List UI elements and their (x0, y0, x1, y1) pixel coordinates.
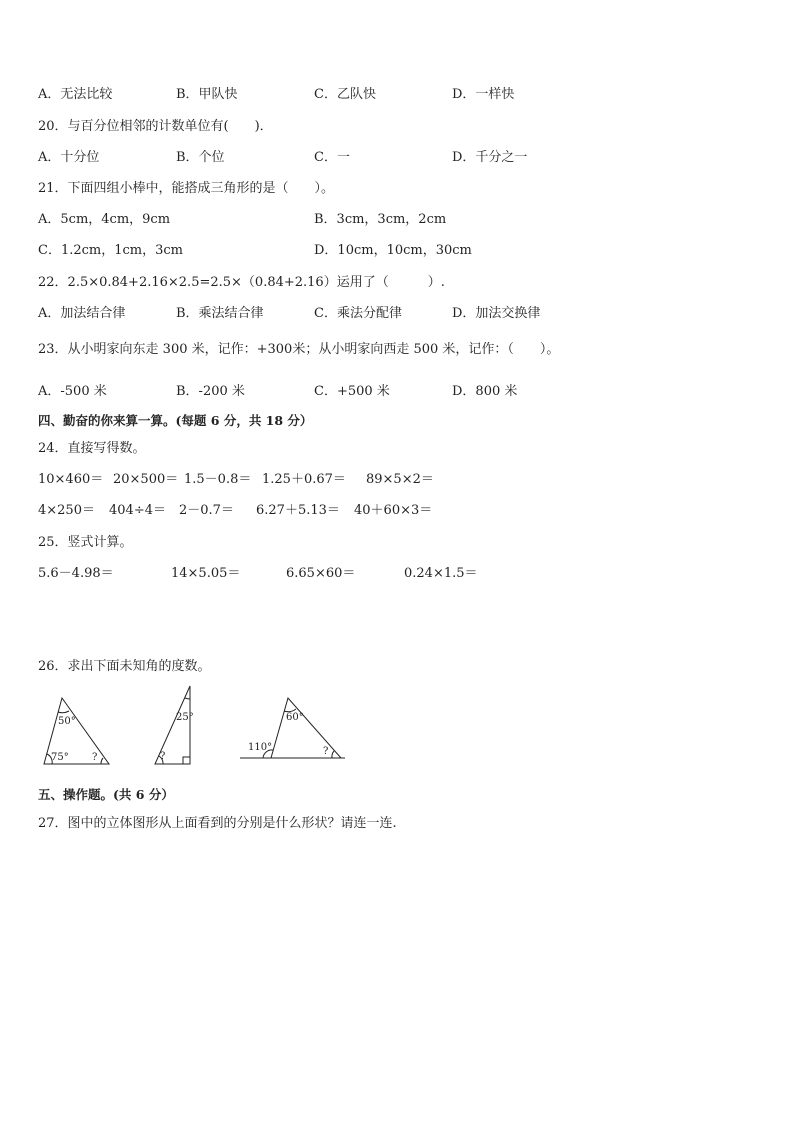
q23-option-c: C．+500 米 (314, 384, 390, 399)
section5-title: 五、操作题。(共 6 分） (38, 787, 174, 802)
q27-stem: 27．图中的立体图形从上面看到的分别是什么形状？请连一连. (38, 816, 397, 831)
q22-option-a: A．加法结合律 (38, 306, 126, 321)
q25-item: 14×5.05＝ (171, 566, 241, 581)
section4-title: 四、勤奋的你来算一算。(每题 6 分，共 18 分） (38, 413, 313, 428)
q20-stem: 20．与百分位相邻的计数单位有( )． (38, 119, 273, 134)
q25-item: 6.65×60＝ (286, 566, 356, 581)
q20-option-d: D．千分之一 (452, 150, 528, 165)
fig3-top-angle: 60° (286, 712, 304, 723)
q21-option-b: B．3cm，3cm，2cm (314, 212, 447, 227)
q23-option-d: D．800 米 (452, 384, 518, 399)
q20-option-b: B．个位 (176, 150, 225, 165)
fig1-top-angle: 50° (58, 716, 76, 727)
fig1-unknown-angle: ? (92, 752, 98, 763)
fig2-top-angle: 25° (176, 712, 194, 723)
q24-row2-item: 4×250＝ (38, 503, 95, 518)
q24-row1-item: 1.5－0.8＝ (184, 472, 252, 487)
q22-stem: 22．2.5×0.84+2.16×2.5=2.5×（0.84+2.16）运用了（ ）. (38, 275, 445, 290)
q19-option-c: C．乙队快 (314, 87, 376, 102)
fig3-exterior-angle: 110° (248, 742, 273, 753)
q22-option-b: B．乘法结合律 (176, 306, 264, 321)
q24-row2-item: 2－0.7＝ (179, 503, 234, 518)
q25-item: 0.24×1.5＝ (404, 566, 478, 581)
q24-row1-item: 89×5×2＝ (366, 472, 434, 487)
q24-row2-item: 40＋60×3＝ (354, 503, 433, 518)
q22-option-d: D．加法交换律 (452, 306, 541, 321)
q23-option-a: A．-500 米 (38, 384, 107, 399)
q23-stem: 23．从小明家向东走 300 米，记作：+300米；从小明家向西走 500 米，记作：（ ）。 (38, 342, 560, 357)
q24-row1-item: 20×500＝ (113, 472, 179, 487)
q21-option-c: C．1.2cm，1cm，3cm (38, 243, 183, 258)
fig1-left-angle: 75° (51, 752, 69, 763)
q20-option-c: C．一 (314, 150, 350, 165)
q24-row2-item: 404÷4＝ (109, 503, 166, 518)
q20-option-a: A．十分位 (38, 150, 100, 165)
q24-row1-item: 1.25＋0.67＝ (262, 472, 346, 487)
q25-stem: 25．竖式计算。 (38, 535, 133, 550)
q25-item: 5.6－4.98＝ (38, 566, 114, 581)
q19-option-a: A．无法比较 (38, 87, 113, 102)
q26-stem: 26．求出下面未知角的度数。 (38, 659, 211, 674)
q24-stem: 24．直接写得数。 (38, 441, 146, 456)
q21-option-a: A．5cm，4cm，9cm (38, 212, 171, 227)
q24-row1-item: 10×460＝ (38, 472, 104, 487)
q19-option-d: D．一样快 (452, 87, 515, 102)
q22-option-c: C．乘法分配律 (314, 306, 402, 321)
fig2-unknown-angle: ? (160, 751, 166, 762)
q21-stem: 21．下面四组小棒中，能搭成三角形的是（ ）。 (38, 181, 335, 196)
q19-option-b: B．甲队快 (176, 87, 238, 102)
q23-option-b: B．-200 米 (176, 384, 245, 399)
q26-figures (0, 680, 400, 772)
fig3-unknown-angle: ? (323, 746, 329, 757)
q21-option-d: D．10cm，10cm，30cm (314, 243, 472, 258)
q24-row2-item: 6.27＋5.13＝ (256, 503, 340, 518)
